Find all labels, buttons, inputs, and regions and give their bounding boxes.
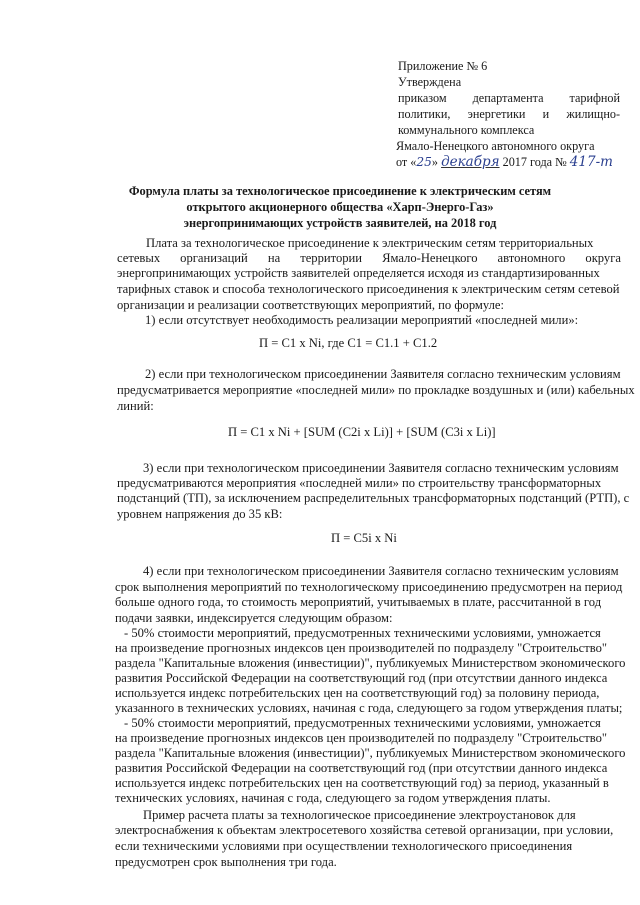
case3-line4: уровнем напряжения до 35 кВ: (117, 507, 283, 521)
intro-line2: сетевых организаций на территории Ямало-Ненецкого автономного округа (117, 251, 621, 265)
bullet1-line6: указанного в технических условиях, начиная с года, следующего за годом утверждения платы; (115, 701, 623, 715)
case2-line3: линий: (117, 399, 154, 413)
order-number-handwritten: 417-т (569, 154, 613, 170)
bullet1-line2: на произведение прогнозных индексов цен производителей по подразделу "Строительство" (115, 641, 608, 655)
example-line4: предусмотрен срок выполнения три года. (115, 855, 337, 869)
intro-line5: организации и реализации соответствующих мероприятий, по формуле: (117, 298, 505, 312)
case4-line4: подачи заявки, индексируется следующим образом: (115, 611, 393, 625)
bullet2-line4: развития Российской Федерации на соответствующий год (при отсутствии данного индекса (115, 761, 608, 775)
case3-line3: подстанций (ТП), за исключением распределительных трансформаторных подстанций (РТП), с (117, 491, 630, 505)
case2-line1: 2) если при технологическом присоединении Заявителя согласно техническим условиям (145, 367, 621, 381)
case4-line2: срок выполнения мероприятий по технологическому присоединению предусмотрен на период (115, 580, 623, 594)
case2-line2: предусматривается мероприятие «последней мили» по прокладке воздушных и (или) кабельных (117, 383, 635, 397)
bullet1-line5: используется индекс потребительских цен на соответствующий год) за половину периода, (115, 686, 600, 700)
case2-formula: П = С1 х Ni + [SUM (C2i x Li)] + [SUM (C3i x Li)] (228, 425, 496, 439)
bullet2-line6: технических условиях, начиная с года, следующего за годом утверждения платы. (115, 791, 551, 805)
intro-line1: Плата за технологическое присоединение к электрическим сетям территориальных (146, 236, 594, 250)
date-month-handwritten: декабря (441, 154, 500, 170)
appendix-order-line3: коммунального комплекса (398, 123, 535, 137)
case4-line1: 4) если при технологическом присоединении Заявителя согласно техническим условиям (143, 564, 619, 578)
bullet2-line2: на произведение прогнозных индексов цен производителей по подразделу "Строительство" (115, 731, 608, 745)
bullet1-line3: раздела "Капитальные вложения (инвестиции)", публикуемых Министерством экономического (115, 656, 626, 670)
case1-text: 1) если отсутствует необходимость реализации мероприятий «последней мили»: (145, 313, 579, 327)
date-day-handwritten: 25 (416, 155, 432, 169)
appendix-order-line4: Ямало-Ненецкого автономного округа (396, 139, 595, 153)
title-line1: Формула платы за технологическое присоединение к электрическим сетям (128, 184, 552, 198)
appendix-date-line: от «25» декабря 2017 года № 417-т (396, 154, 613, 170)
appendix-number: Приложение № 6 (398, 59, 488, 73)
intro-line3: энергопринимающих устройств заявителей определяется исходя из стандартизированных (117, 266, 600, 280)
appendix-order-line2: политики, энергетики и жилищно- (398, 107, 620, 121)
case3-line2: предусматриваются мероприятия «последней мили» по строительству трансформаторных (117, 476, 602, 490)
bullet2-line1: - 50% стоимости мероприятий, предусмотренных техническими условиями, умножается (124, 716, 601, 730)
appendix-order-line1: приказом департамента тарифной (398, 91, 621, 105)
example-line2: электроснабжения к объектам электросетевого хозяйства сетевой организации, при условии, (115, 823, 614, 837)
case3-line1: 3) если при технологическом присоединении Заявителя согласно техническим условиям (143, 461, 619, 475)
case4-line3: больше одного года, то стоимость мероприятий, учитываемых в плате, рассчитанной в год (115, 595, 602, 609)
case3-formula: П = С5i x Ni (331, 531, 397, 545)
case1-formula: П = С1 х Ni, где С1 = С1.1 + С1.2 (259, 336, 438, 350)
bullet2-line3: раздела "Капитальные вложения (инвестиции)", публикуемых Министерством экономического (115, 746, 626, 760)
example-line1: Пример расчета платы за технологическое присоединение электроустановок для (143, 808, 576, 822)
title-line2: открытого акционерного общества «Харп-Энерго-Газ» (186, 200, 494, 214)
bullet1-line4: развития Российской Федерации на соответствующий год (при отсутствии данного индекса (115, 671, 608, 685)
intro-line4: тарифных ставок и способа технологического присоединения к электрическим сетям сетевой (117, 282, 620, 296)
bullet1-line1: - 50% стоимости мероприятий, предусмотренных техническими условиями, умножается (124, 626, 601, 640)
example-line3: если техническими условиями при осуществлении технологического присоединения (115, 839, 573, 853)
bullet2-line5: используется индекс потребительских цен на соответствующий год) за период, указанный в (115, 776, 609, 790)
appendix-approved: Утверждена (398, 75, 462, 89)
title-line3: энергопринимающих устройств заявителей, на 2018 год (183, 216, 497, 230)
